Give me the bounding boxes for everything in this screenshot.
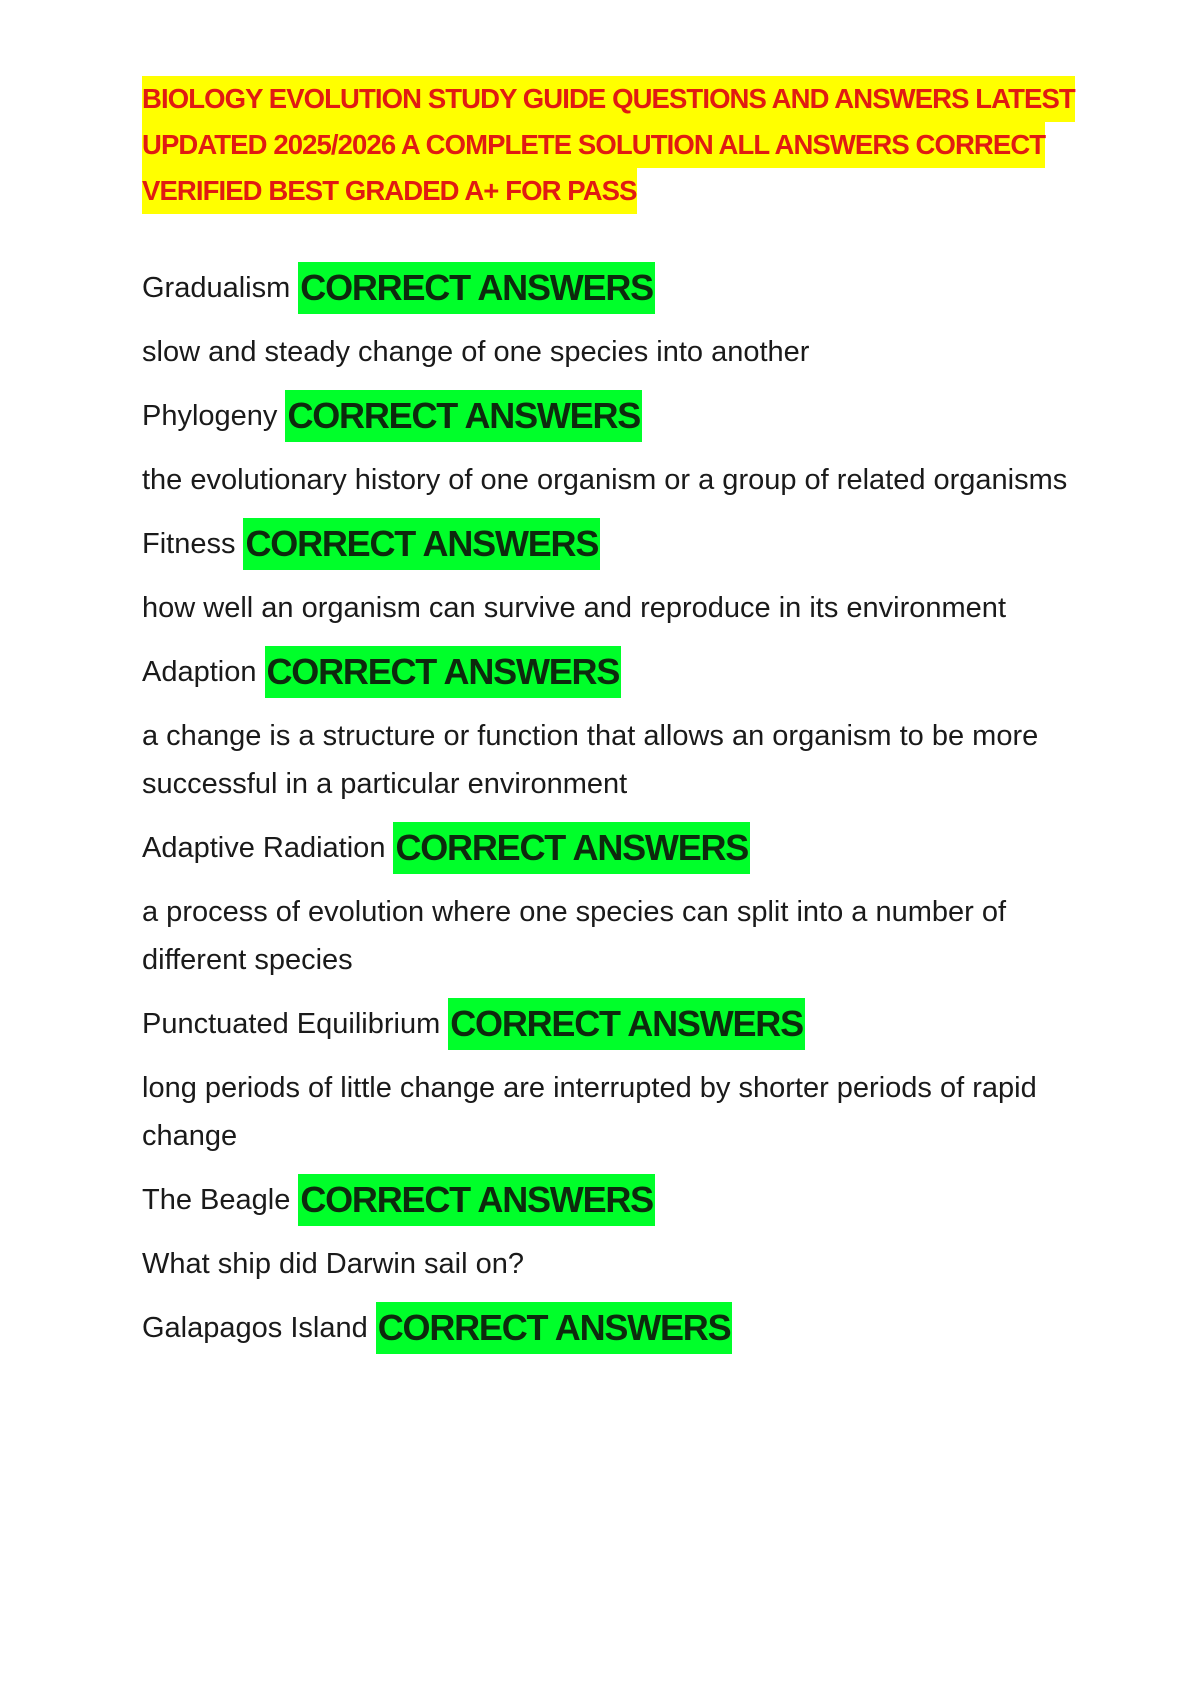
- qa-answer: how well an organism can survive and reproduce in its environment: [142, 592, 1006, 624]
- correct-answers-tag: CORRECT ANSWERS: [298, 262, 655, 314]
- qa-term-row: [142, 388, 1072, 444]
- qa-term-row: [142, 1172, 1072, 1228]
- correct-answers-tag: CORRECT ANSWERS: [448, 998, 805, 1050]
- qa-term-row: [142, 516, 1072, 572]
- qa-term-row: [142, 1300, 1072, 1356]
- qa-term: Phylogeny: [142, 399, 278, 432]
- qa-term-row: [142, 820, 1072, 876]
- qa-answer: a change is a structure or function that allows an organism to be more successful in a particular environment: [142, 720, 1039, 800]
- qa-term: The Beagle: [142, 1183, 291, 1216]
- qa-term: Gradualism: [142, 271, 291, 304]
- qa-term-row: [142, 996, 1072, 1052]
- qa-answer: a process of evolution where one species can split into a number of different species: [142, 896, 1007, 976]
- correct-answers-tag: CORRECT ANSWERS: [265, 646, 622, 698]
- qa-term: Galapagos Island: [142, 1311, 368, 1344]
- document-title: [142, 76, 1075, 214]
- qa-answer: the evolutionary history of one organism or a group of related organisms: [142, 464, 1068, 496]
- correct-answers-tag: CORRECT ANSWERS: [243, 518, 600, 570]
- qa-answer: long periods of little change are interrupted by shorter periods of rapid change: [142, 1072, 1037, 1152]
- qa-term-row: [142, 644, 1072, 700]
- correct-answers-tag: CORRECT ANSWERS: [393, 822, 750, 874]
- qa-list: [142, 260, 1072, 1356]
- document-page: [142, 76, 1075, 1368]
- qa-answer: slow and steady change of one species into another: [142, 336, 810, 368]
- correct-answers-tag: CORRECT ANSWERS: [298, 1174, 655, 1226]
- title-line: VERIFIED BEST GRADED A+ FOR PASS: [142, 168, 637, 214]
- correct-answers-tag: CORRECT ANSWERS: [285, 390, 642, 442]
- qa-term: Fitness: [142, 527, 236, 560]
- qa-term: Punctuated Equilibrium: [142, 1007, 441, 1040]
- correct-answers-tag: CORRECT ANSWERS: [376, 1302, 733, 1354]
- title-line: BIOLOGY EVOLUTION STUDY GUIDE QUESTIONS AND ANSWERS LATEST: [142, 76, 1075, 122]
- qa-term: Adaption: [142, 655, 257, 688]
- qa-answer: What ship did Darwin sail on?: [142, 1248, 525, 1280]
- qa-term: Adaptive Radiation: [142, 831, 386, 864]
- qa-term-row: [142, 260, 1072, 316]
- title-line: UPDATED 2025/2026 A COMPLETE SOLUTION ALL ANSWERS CORRECT: [142, 122, 1045, 168]
